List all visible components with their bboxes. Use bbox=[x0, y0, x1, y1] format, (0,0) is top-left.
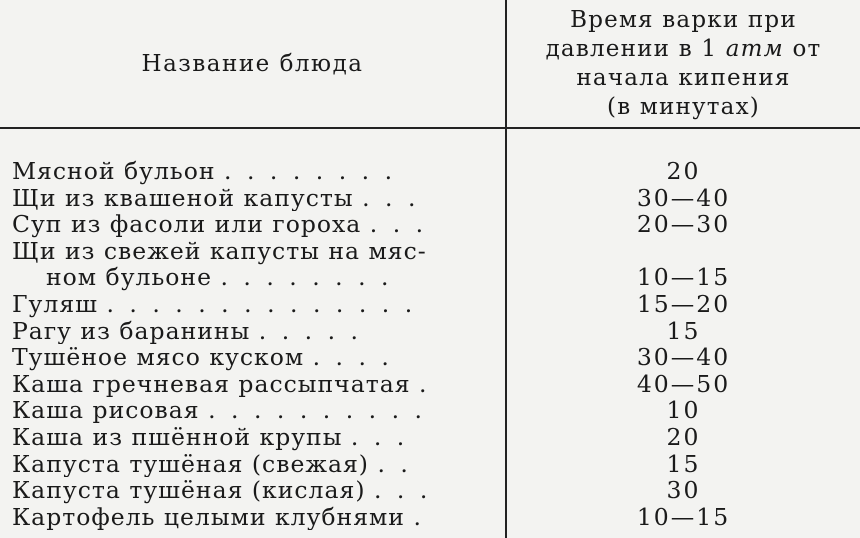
leader-dots: . . . . . bbox=[258, 317, 363, 345]
leader-dots: . . . . . . . . bbox=[224, 158, 397, 185]
table-row bbox=[0, 371, 860, 398]
cooking-time: 20 bbox=[666, 422, 701, 451]
table-row bbox=[0, 238, 860, 291]
leader-dots: . . bbox=[377, 450, 412, 478]
cooking-time: 20 bbox=[666, 157, 701, 185]
cooking-time: 10—15 bbox=[636, 502, 731, 531]
header-time-line2-a: давлении в 1 bbox=[545, 35, 718, 62]
dish-name: Картофель целыми клубнями bbox=[12, 503, 405, 531]
header-time-line4: (в минутах) bbox=[607, 93, 760, 120]
leader-dots: . . . bbox=[362, 184, 420, 212]
table-row bbox=[0, 477, 860, 504]
dish-name: Щи из свежей капусты на мяс- bbox=[12, 237, 427, 265]
cooking-time: 10 bbox=[666, 396, 701, 425]
table-row bbox=[0, 158, 860, 185]
dish-name: Мясной бульон bbox=[12, 158, 216, 185]
header-time-line3: начала кипения bbox=[576, 64, 791, 91]
header-time-line1: Время варки при bbox=[570, 6, 797, 33]
leader-dots: . . . . bbox=[312, 344, 393, 371]
leader-dots: . . . . . . . . . . . . . . bbox=[106, 290, 417, 318]
leader-dots: . bbox=[413, 503, 425, 531]
dish-name: Гуляш bbox=[12, 290, 98, 318]
header-divider bbox=[0, 127, 860, 129]
header-dish-name: Название блюда bbox=[141, 50, 364, 77]
table-row bbox=[0, 397, 860, 424]
table-row bbox=[0, 185, 860, 212]
dish-name: Тушёное мясо куском bbox=[12, 344, 305, 371]
dish-name: Щи из квашеной капусты bbox=[12, 184, 354, 212]
table-row bbox=[0, 291, 860, 318]
table-row bbox=[0, 504, 860, 531]
cooking-time: 15—20 bbox=[636, 289, 731, 318]
table-row bbox=[0, 451, 860, 478]
leader-dots: . . . . . . . . bbox=[220, 263, 393, 291]
dish-name: Каша из пшённой крупы bbox=[12, 423, 343, 451]
dish-name: Каша рисовая bbox=[12, 397, 200, 424]
table-row bbox=[0, 211, 860, 238]
cooking-time: 30—40 bbox=[636, 343, 731, 372]
leader-dots: . bbox=[419, 370, 431, 398]
leader-dots: . . . . . . . . . . bbox=[208, 397, 427, 424]
dish-name-continued: ном бульоне bbox=[46, 263, 212, 291]
cooking-time: 10—15 bbox=[636, 263, 731, 292]
leader-dots: . . . bbox=[350, 423, 409, 451]
table-row bbox=[0, 344, 860, 371]
dish-name: Капуста тушёная (свежая) bbox=[12, 450, 369, 478]
cooking-time: 30 bbox=[666, 476, 701, 505]
table-row bbox=[0, 424, 860, 451]
header-cooking-time bbox=[507, 0, 860, 127]
table-body bbox=[0, 158, 860, 530]
cooking-time: 30—40 bbox=[636, 183, 731, 212]
dish-name: Каша гречневая рассыпчатая bbox=[12, 370, 411, 398]
dish-name: Рагу из баранины bbox=[12, 317, 251, 345]
cooking-time: 20—30 bbox=[636, 210, 731, 239]
leader-dots: . . . bbox=[373, 477, 432, 504]
table-row bbox=[0, 318, 860, 345]
dish-name: Капуста тушёная (кислая) bbox=[12, 477, 366, 504]
cooking-time: 15 bbox=[666, 316, 701, 345]
header-time-unit: атм bbox=[725, 35, 784, 62]
cooking-time: 15 bbox=[666, 449, 701, 478]
header-time-line2 bbox=[546, 35, 822, 64]
cooking-time: 40—50 bbox=[636, 369, 731, 398]
leader-dots: . . . bbox=[369, 211, 428, 238]
dish-name: Суп из фасоли или гороха bbox=[12, 211, 362, 238]
header-time-line2-b: от bbox=[792, 35, 822, 62]
